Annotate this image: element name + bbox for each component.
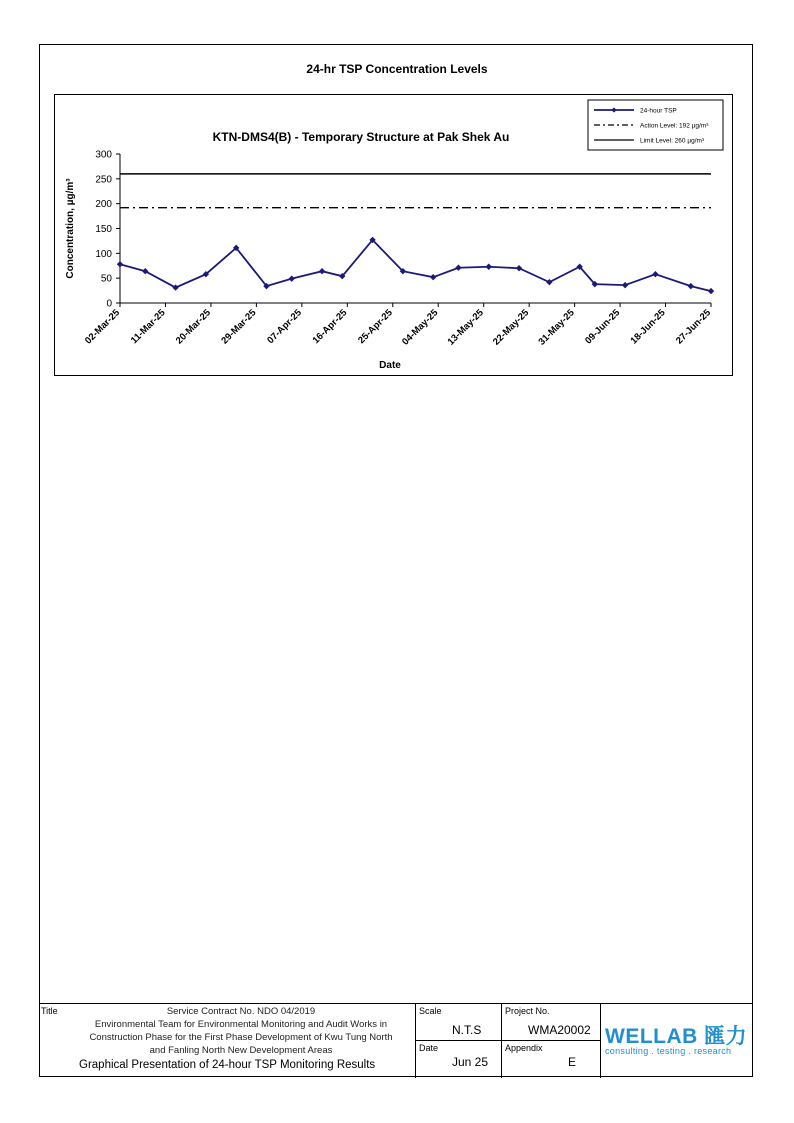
- chart-title: KTN-DMS4(B) - Temporary Structure at Pak Shek Au: [212, 130, 510, 144]
- appendix-label: Appendix: [505, 1043, 543, 1053]
- y-tick-label: 250: [95, 174, 112, 186]
- data-point: [430, 274, 436, 280]
- x-tick-label: 07-Apr-25: [265, 307, 304, 347]
- data-point: [688, 283, 694, 289]
- x-tick-label: 04-May-25: [400, 307, 441, 348]
- project-appendix-cell: [502, 1004, 601, 1078]
- x-tick-label: 18-Jun-25: [628, 307, 668, 347]
- y-tick-label: 50: [100, 273, 112, 285]
- data-point: [172, 284, 178, 290]
- data-point: [516, 265, 522, 271]
- title-cell: [39, 1004, 416, 1078]
- wellab-tagline: consulting . testing . research: [605, 1046, 732, 1056]
- wellab-logo: WELLAB 匯力: [605, 1025, 748, 1048]
- x-axis-label: Date: [379, 360, 401, 371]
- scale-label: Scale: [419, 1006, 442, 1016]
- y-tick-label: 0: [106, 298, 112, 310]
- data-point: [486, 264, 492, 270]
- title-label: Title: [41, 1006, 58, 1016]
- data-point: [142, 268, 148, 274]
- data-point: [117, 261, 123, 267]
- x-tick-label: 09-Jun-25: [583, 307, 623, 347]
- x-tick-label: 22-May-25: [491, 307, 532, 348]
- project-value: WMA20002: [528, 1023, 591, 1037]
- tsp-series-line: [120, 240, 711, 291]
- project-description: [71, 1005, 411, 1057]
- page-title: 24-hr TSP Concentration Levels: [306, 62, 488, 76]
- data-point: [289, 275, 295, 281]
- legend-entry: 24-hour TSP: [640, 107, 677, 115]
- x-tick-label: 11-Mar-25: [128, 307, 168, 347]
- legend-entry: Limit Level: 260 µg/m³: [640, 137, 705, 145]
- description-line: Environmental Team for Environmental Monitoring and Audit Works in: [94, 1019, 388, 1030]
- data-point: [708, 288, 714, 294]
- data-point: [546, 279, 552, 285]
- title-block: [39, 1003, 753, 1078]
- data-point: [622, 282, 628, 288]
- y-axis-label: Concentration, µg/m³: [65, 178, 76, 279]
- date-label: Date: [419, 1043, 439, 1053]
- description-line: Construction Phase for the First Phase Development of Kwu Tung North: [89, 1032, 393, 1043]
- y-tick-label: 200: [95, 199, 112, 211]
- data-point: [455, 265, 461, 271]
- x-tick-label: 20-Mar-25: [173, 307, 214, 347]
- tsp-line-chart: [55, 95, 734, 377]
- y-tick-label: 300: [95, 149, 112, 161]
- scale-date-cell: [416, 1004, 502, 1078]
- x-tick-label: 16-Apr-25: [310, 307, 350, 347]
- project-label: Project No.: [505, 1006, 550, 1016]
- x-tick-label: 31-May-25: [536, 307, 577, 348]
- x-tick-label: 02-Mar-25: [82, 307, 123, 347]
- appendix-value: E: [568, 1055, 577, 1069]
- scale-value: N.T.S: [452, 1023, 482, 1037]
- data-point: [319, 268, 325, 274]
- data-point: [652, 271, 658, 277]
- description-line: Service Contract No. NDO 04/2019: [166, 1006, 316, 1017]
- y-tick-label: 100: [95, 248, 112, 260]
- x-tick-label: 29-Mar-25: [219, 307, 259, 347]
- x-tick-label: 25-Apr-25: [356, 307, 395, 347]
- x-tick-label: 27-Jun-25: [673, 307, 714, 347]
- legend-entry: Action Level: 192 µg/m³: [640, 122, 709, 130]
- date-value: Jun 25: [452, 1055, 489, 1069]
- x-tick-label: 13-May-25: [445, 307, 486, 348]
- description-line: and Fanling North New Development Areas: [149, 1045, 333, 1056]
- y-tick-label: 150: [95, 224, 112, 235]
- chart-container: [54, 94, 733, 376]
- drawing-title: Graphical Presentation of 24-hour TSP Monitoring Results: [79, 1059, 376, 1071]
